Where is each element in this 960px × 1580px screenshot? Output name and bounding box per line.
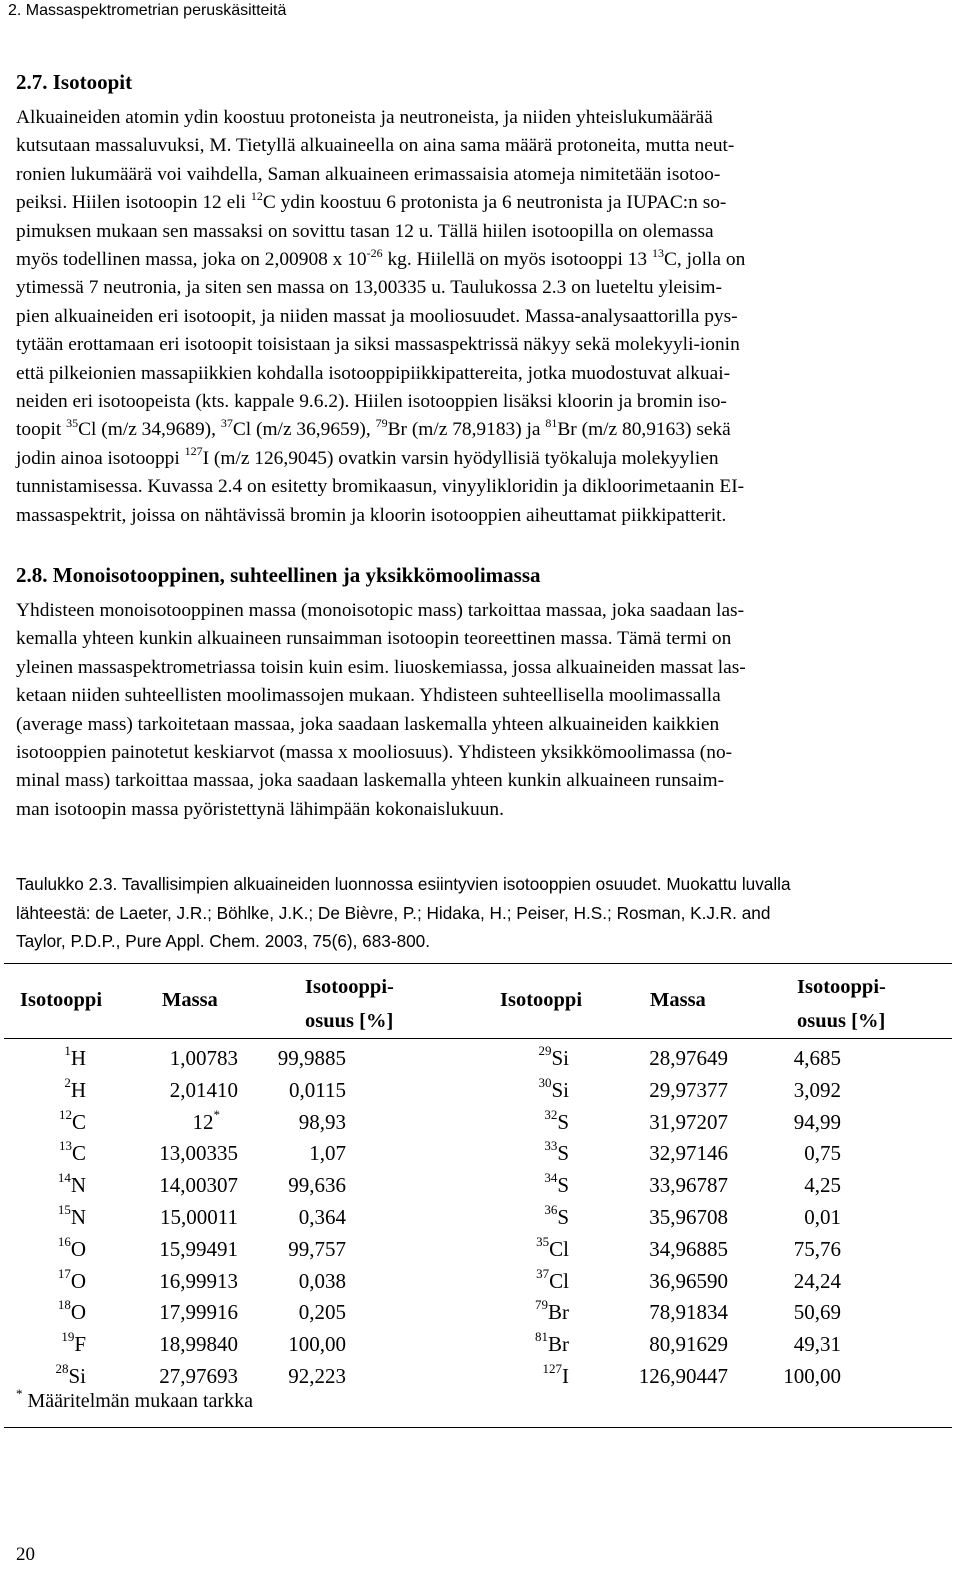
text-line: peiksi. Hiilen isotoopin 12 eli $^{12}$C ydin koostuu 6 protonista ja 6 neutronista ja IUPAC:n so- <box>16 188 727 214</box>
text-line: isotooppien painotetut keskiarvot (massa x mooliosuus). Yhdisteen yksikkömoolimassa (no- <box>16 742 733 764</box>
caption-line: lähteestä: de Laeter, J.R.; Böhlke, J.K.; De Bièvre, P.; Hidaka, H.; Peiser, H.S.; Rosman, K.J.R. and <box>16 902 771 923</box>
text-line: minal mass) tarkoittaa massaa, joka saadaan laskemalla yhteen kunkin alkuaineen runsaim- <box>16 770 725 792</box>
text-line: yleinen massaspektrometriassa toisin kuin esim. liuoskemiassa, jossa alkuaineiden massat las- <box>16 656 746 678</box>
text-line: pimuksen mukaan sen massaksi on sovittu tasan 12 u. Tällä hiilen isotoopilla on olemassa <box>16 220 714 242</box>
table-caption <box>16 870 946 956</box>
isotopes-paragraph <box>16 104 942 530</box>
page-number: 20 <box>16 1544 35 1565</box>
isotope-table-body <box>0 1043 960 1396</box>
table-row: $^{18}$O 17,99916 0,205 $^{79}$Br 78,91834 50,69 <box>57 1297 841 1325</box>
table-row: $^{15}$N 15,00011 0,364 $^{36}$S 35,96708 0,01 <box>57 1201 841 1229</box>
text-line: että pilkeionien massapiikkien kohdalla isotooppipiikkipattereita, jotka muodostuvat alkuai- <box>16 362 731 384</box>
table-row: $^{13}$C 13,00335 1,07 $^{33}$S 32,97146 0,75 <box>58 1138 841 1166</box>
text-line: pien alkuaineiden eri isotoopit, ja niiden massat ja mooliosuudet. Massa-analysaattorilla pys- <box>16 305 738 327</box>
header-mass-left: Massa <box>162 989 218 1011</box>
footnote-marker: * <box>213 1106 220 1122</box>
text-line: (average mass) tarkoitetaan massaa, joka saadaan laskemalla yhteen alkuaineiden kaikkien <box>16 713 720 735</box>
section-heading-isotopes: 2.7. Isotoopit <box>16 70 133 94</box>
text-line: Yhdisteen monoisotooppinen massa (monoisotopic mass) tarkoittaa massaa, joka saadaan las- <box>16 600 745 621</box>
text-line: tunnistamisessa. Kuvassa 2.4 on esitetty bromikaasun, vinyylikloridin ja dikloorimetaanin EI- <box>16 476 745 498</box>
text-line: myös todellinen massa, joka on 2,00908 x $10^{-26}$ kg. Hiilellä on myös isotooppi 13 $^{13}$C, jolla on <box>16 245 746 271</box>
table-row: $^2$H 2,01410 0,0115 $^{30}$Si 29,97377 3,092 <box>64 1074 841 1102</box>
header-isotope-right: Isotooppi <box>500 989 583 1011</box>
text-line: jodin ainoa isotooppi $^{127}$I (m/z 126,9045) ovatkin varsin hyödyllisiä työkaluja molekyylien <box>16 444 719 469</box>
table-top-rule <box>4 963 952 964</box>
header-share-right: Isotooppi- osuus [%] <box>797 976 886 1032</box>
section-heading-masses: 2.8. Monoisotooppinen, suhteellinen ja yksikkömoolimassa <box>16 563 541 587</box>
masses-paragraph <box>16 597 942 824</box>
text-line: kemalla yhteen kunkin alkuaineen runsaimman isotoopin teoreettinen massa. Tämä termi on <box>16 628 732 650</box>
running-header: 2. Massaspektrometrian peruskäsitteitä <box>8 2 287 19</box>
table-row: $^{16}$O 15,99491 99,757 $^{35}$Cl 34,96885 75,76 <box>57 1233 841 1261</box>
text-line: neiden eri isotoopeista (kts. kappale 9.6.2). Hiilen isotooppien lisäksi kloorin ja bromin iso- <box>16 391 727 413</box>
caption-line: Taulukko 2.3. Tavallisimpien alkuaineiden luonnossa esiintyvien isotooppien osuudet. Muokattu luvalla <box>16 874 791 894</box>
header-share-left: Isotooppi- osuus [%] <box>305 976 394 1032</box>
table-footnote: * Määritelmän mukaan tarkka <box>16 1386 253 1412</box>
text-line: man isotoopin massa pyöristettynä lähimpään kokonaislukuun. <box>16 798 504 820</box>
text-line: toopit $^{35}$Cl (m/z 34,9689), $^{37}$Cl (m/z 36,9659), $^{79}$Br (m/z 78,9183) ja $^{81}$Br (m/z 80,9163) sekä <box>16 416 731 441</box>
table-row: $^{14}$N 14,00307 99,636 $^{34}$S 33,96787 4,25 <box>57 1170 841 1198</box>
text-line: kutsutaan massaluvuksi, M. Tietyllä alkuaineella on aina sama määrä protoneita, mutta neut- <box>16 135 735 157</box>
header-isotope-left: Isotooppi <box>20 989 103 1011</box>
table-row: $^{12}$C 12* 98,93 $^{32}$S 31,97207 94,99 <box>58 1106 841 1134</box>
text-line: ketaan niiden suhteellisten moolimassojen mukaan. Yhdisteen suhteellisella moolimassalla <box>16 685 721 707</box>
text-line: massaspektrit, joissa on nähtävissä bromin ja kloorin isotooppien aiheuttamat piikkipatterit. <box>16 504 727 526</box>
table-row: $^{28}$Si 27,97693 92,223 $^{127}$I 126,90447 100,00 <box>55 1360 841 1388</box>
table-row: $^1$H 1,00783 99,9885 $^{29}$Si 28,97649 4,685 <box>64 1043 841 1070</box>
header-mass-right: Massa <box>650 989 706 1011</box>
table-bottom-rule <box>4 1427 952 1428</box>
caption-line: Taylor, P.D.P., Pure Appl. Chem. 2003, 75(6), 683-800. <box>16 931 431 951</box>
table-row: $^{17}$O 16,99913 0,038 $^{37}$Cl 36,96590 24,24 <box>57 1265 841 1293</box>
table-header-rule <box>4 1038 952 1039</box>
table-row: $^{19}$F 18,99840 100,00 $^{81}$Br 80,91629 49,31 <box>61 1329 841 1357</box>
text-line: Alkuaineiden atomin ydin koostuu protoneista ja neutroneista, ja niiden yhteislukumäärää <box>16 107 713 128</box>
text-line: ronien lukumäärä voi vaihdella, Saman alkuaineen erimassaisia atomeja nimitetään isotoo- <box>16 163 721 185</box>
text-line: ytimessä 7 neutronia, ja siten sen massa on 13,00335 u. Taulukossa 2.3 on lueteltu yleisim- <box>16 277 722 299</box>
text-line: tytään erottamaan eri isotoopit toisistaan ja siksi massaspektrissä näkyy sekä molekyyli-ionin <box>16 334 740 356</box>
